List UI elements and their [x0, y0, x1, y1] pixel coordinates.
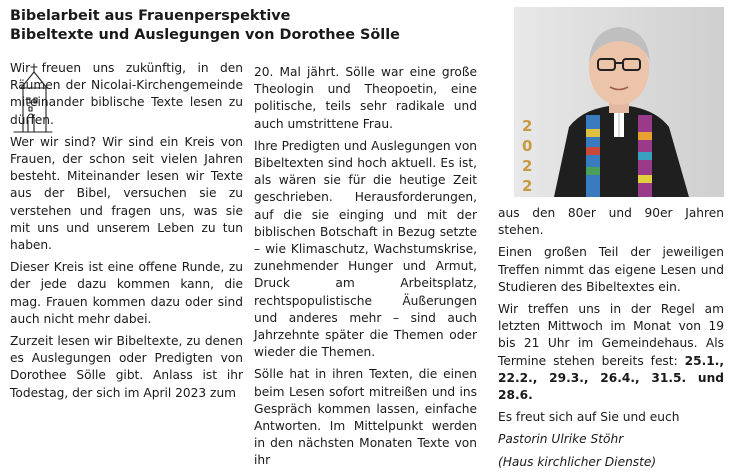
column-3 — [498, 205, 724, 476]
signature-org: (Haus kirchlicher Dienste) — [498, 454, 657, 469]
column-1 — [10, 60, 243, 407]
schedule-paragraph — [498, 301, 724, 404]
schedule-dates: 25.1., 22.2., 29.3., 26.4., 31.5. und 28.6. — [498, 353, 724, 403]
year-digit: 2 — [522, 157, 533, 175]
paragraph: Wer wir sind? Wir sind ein Kreis von Frauen, der schon seit vielen Jahren besteht. Miteinander lesen wir Texte aus der Bibel, versuchen sie zu verstehen und fragen uns, was sie mit uns und unserem Leben zu tun haben. — [10, 134, 243, 253]
intro-paragraph: Wir freuen uns zukünftig, in den Räumen der Nicolai-Kirchengemeinde miteinander biblische Texte lesen zu dürfen. — [10, 61, 243, 127]
portrait-illustration — [514, 7, 724, 197]
schedule-text: Wir treffen uns in der Regel am letzten Mittwoch im Monat von 19 bis 21 Uhr im Gemeindehaus. Als Termine stehen bereits fest: — [498, 302, 724, 368]
year-digit: 2 — [522, 117, 533, 135]
paragraph: Einen großen Teil der jeweiligen Treffen nimmt das eigene Lesen und Studieren des Bibeltextes ein. — [498, 245, 724, 294]
year-digit: 2 — [522, 177, 533, 195]
year-digit: 0 — [522, 137, 533, 155]
paragraph: Ihre Predigten und Auslegungen von Bibeltexten sind hoch aktuell. Es ist, als wären sie für die heutige Zeit geschrieben. Herausforderungen, auf die sie einging und mit der biblischen Botschaft in Bezug setzte – wie Klimaschutz, Wachstumskrise, zunehmender Hunger und Armut, Druck am Arbeitsplatz, rechtspopulistische Äußerungen und anderes mehr – sind auch Jahrzehnte später die Themen oder wieder die Themen. — [254, 138, 477, 360]
paragraph: Zurzeit lesen wir Bibeltexte, zu denen es Auslegungen oder Predigten von Dorothee Sölle gibt. Anlass ist ihr Todestag, der sich im April 2023 zum — [10, 334, 243, 400]
signature-name: Pastorin Ulrike Stöhr — [498, 432, 624, 447]
paragraph: Sölle hat in ihren Texten, die einen beim Lesen sofort mitreißen und ins Gespräch kommen lassen, einfache Antworten. Im Mittelpunkt werden in den nächsten Monaten Texte von ihr — [254, 367, 477, 468]
subheadline: Bibeltexte und Auslegungen von Dorothee Sölle — [10, 26, 400, 43]
paragraph: aus den 80er und 90er Jahren stehen. — [498, 206, 724, 238]
portrait-photo — [514, 7, 724, 197]
paragraph: Dieser Kreis ist eine offene Runde, zu der jede dazu kommen kann, die mag. Frauen kommen dazu oder sind auch nicht mehr dabei. — [10, 260, 243, 326]
column-2 — [254, 64, 477, 475]
closing-line: Es freut sich auf Sie und euch — [498, 410, 680, 425]
headline: Bibelarbeit aus Frauenperspektive — [10, 8, 291, 24]
paragraph: 20. Mal jährt. Sölle war eine große Theologin und Theopoetin, eine politische, teils sehr radikale und auch umstrittene Frau. — [254, 65, 477, 131]
